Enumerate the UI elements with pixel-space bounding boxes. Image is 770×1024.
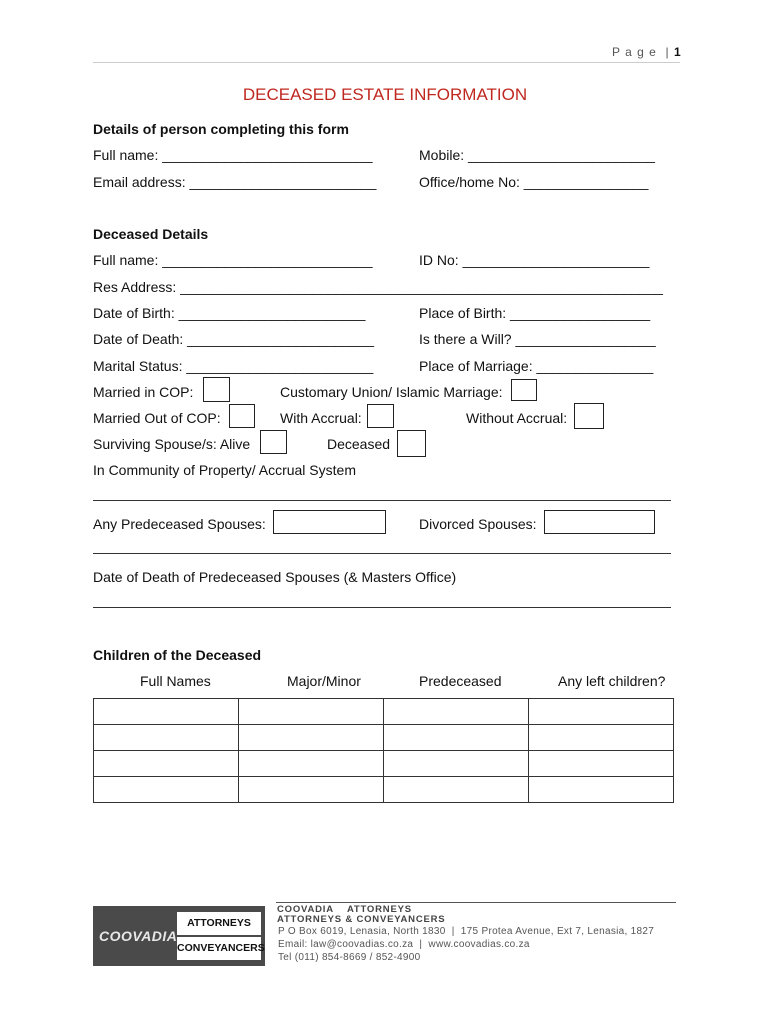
footer-tel: Tel (011) 854-8669 / 852-4900 xyxy=(278,952,421,963)
col-left-children: Any left children? xyxy=(558,673,666,689)
table-cell[interactable] xyxy=(239,777,384,803)
col-predeceased: Predeceased xyxy=(419,673,502,689)
married-out-cop-checkbox[interactable] xyxy=(229,404,255,428)
table-cell[interactable] xyxy=(529,777,674,803)
without-accrual-label: Without Accrual: xyxy=(466,410,568,426)
page-label: P a g e | xyxy=(612,45,670,59)
table-cell[interactable] xyxy=(529,725,674,751)
logo-name: COOVADIA xyxy=(99,928,178,944)
pob-field[interactable]: Place of Birth: __________________ xyxy=(419,305,651,321)
community-answer-line[interactable] xyxy=(93,500,671,501)
marital-status-field[interactable]: Marital Status: ________________________ xyxy=(93,358,374,374)
dob-field[interactable]: Date of Birth: ________________________ xyxy=(93,305,366,321)
page-number xyxy=(612,45,681,59)
footer-tagline: ATTORNEYS & CONVEYANCERS xyxy=(277,914,446,925)
will-field[interactable]: Is there a Will? __________________ xyxy=(419,331,656,347)
customary-label: Customary Union/ Islamic Marriage: xyxy=(280,384,503,400)
with-accrual-label: With Accrual: xyxy=(280,410,362,426)
community-label: In Community of Property/ Accrual System xyxy=(93,462,356,478)
deceased-id-field[interactable]: ID No: ________________________ xyxy=(419,252,650,268)
table-cell[interactable] xyxy=(94,725,239,751)
children-table xyxy=(93,698,674,803)
table-cell[interactable] xyxy=(384,699,529,725)
customary-checkbox[interactable] xyxy=(511,379,537,401)
place-of-marriage-field[interactable]: Place of Marriage: _______________ xyxy=(419,358,654,374)
table-row xyxy=(94,725,674,751)
col-major-minor: Major/Minor xyxy=(287,673,361,689)
married-cop-checkbox[interactable] xyxy=(203,377,230,402)
table-cell[interactable] xyxy=(94,751,239,777)
header-divider xyxy=(93,62,680,63)
table-cell[interactable] xyxy=(529,699,674,725)
table-cell[interactable] xyxy=(384,777,529,803)
predeceased-spouses-input[interactable] xyxy=(273,510,386,534)
children-heading: Children of the Deceased xyxy=(93,647,262,663)
completer-office-field[interactable]: Office/home No: ________________ xyxy=(419,174,649,190)
deceased-full-name-field[interactable]: Full name: ___________________________ xyxy=(93,252,373,268)
form-title: DECEASED ESTATE INFORMATION xyxy=(242,85,528,104)
table-row xyxy=(94,699,674,725)
logo-conveyancers: CONVEYANCERS xyxy=(177,937,261,960)
surviving-spouse-label: Surviving Spouse/s: Alive xyxy=(93,436,251,452)
footer-divider xyxy=(276,902,676,903)
page-number-value: 1 xyxy=(673,45,681,59)
table-cell[interactable] xyxy=(239,699,384,725)
footer-contact: Email: law@coovadias.co.za | www.coovadias.co.za xyxy=(278,939,530,950)
footer-address: P O Box 6019, Lenasia, North 1830 | 175 Protea Avenue, Ext 7, Lenasia, 1827 xyxy=(278,926,655,937)
spouses-answer-line[interactable] xyxy=(93,553,671,554)
spouse-deceased-label: Deceased xyxy=(327,436,391,452)
dod-predeceased-label: Date of Death of Predeceased Spouses (& Masters Office) xyxy=(93,569,457,585)
col-full-names: Full Names xyxy=(140,673,211,689)
firm-logo xyxy=(93,906,265,966)
logo-attorneys: ATTORNEYS xyxy=(177,912,261,935)
table-row xyxy=(94,777,674,803)
married-cop-label: Married in COP: xyxy=(93,384,194,400)
completer-mobile-field[interactable]: Mobile: ________________________ xyxy=(419,147,655,163)
table-cell[interactable] xyxy=(384,725,529,751)
footer-firm: COOVADIA ATTORNEYS xyxy=(277,904,412,915)
table-cell[interactable] xyxy=(239,725,384,751)
dod-field[interactable]: Date of Death: ________________________ xyxy=(93,331,375,347)
with-accrual-checkbox[interactable] xyxy=(367,404,394,428)
divorced-spouses-input[interactable] xyxy=(544,510,655,534)
deceased-heading: Deceased Details xyxy=(93,226,209,242)
table-cell[interactable] xyxy=(529,751,674,777)
table-cell[interactable] xyxy=(239,751,384,777)
divorced-spouses-label: Divorced Spouses: xyxy=(419,516,537,532)
spouse-deceased-checkbox[interactable] xyxy=(397,430,426,457)
table-row xyxy=(94,751,674,777)
predeceased-spouses-label: Any Predeceased Spouses: xyxy=(93,516,266,532)
completer-email-field[interactable]: Email address: ________________________ xyxy=(93,174,377,190)
completer-heading: Details of person completing this form xyxy=(93,121,349,137)
table-cell[interactable] xyxy=(94,699,239,725)
married-out-cop-label: Married Out of COP: xyxy=(93,410,221,426)
dod-predeceased-answer-line[interactable] xyxy=(93,607,671,608)
completer-full-name-field[interactable]: Full name: ___________________________ xyxy=(93,147,373,163)
res-address-field[interactable]: Res Address: ______________________________________________________________ xyxy=(93,279,663,295)
table-cell[interactable] xyxy=(384,751,529,777)
surviving-alive-checkbox[interactable] xyxy=(260,430,287,454)
table-cell[interactable] xyxy=(94,777,239,803)
without-accrual-checkbox[interactable] xyxy=(574,403,604,429)
